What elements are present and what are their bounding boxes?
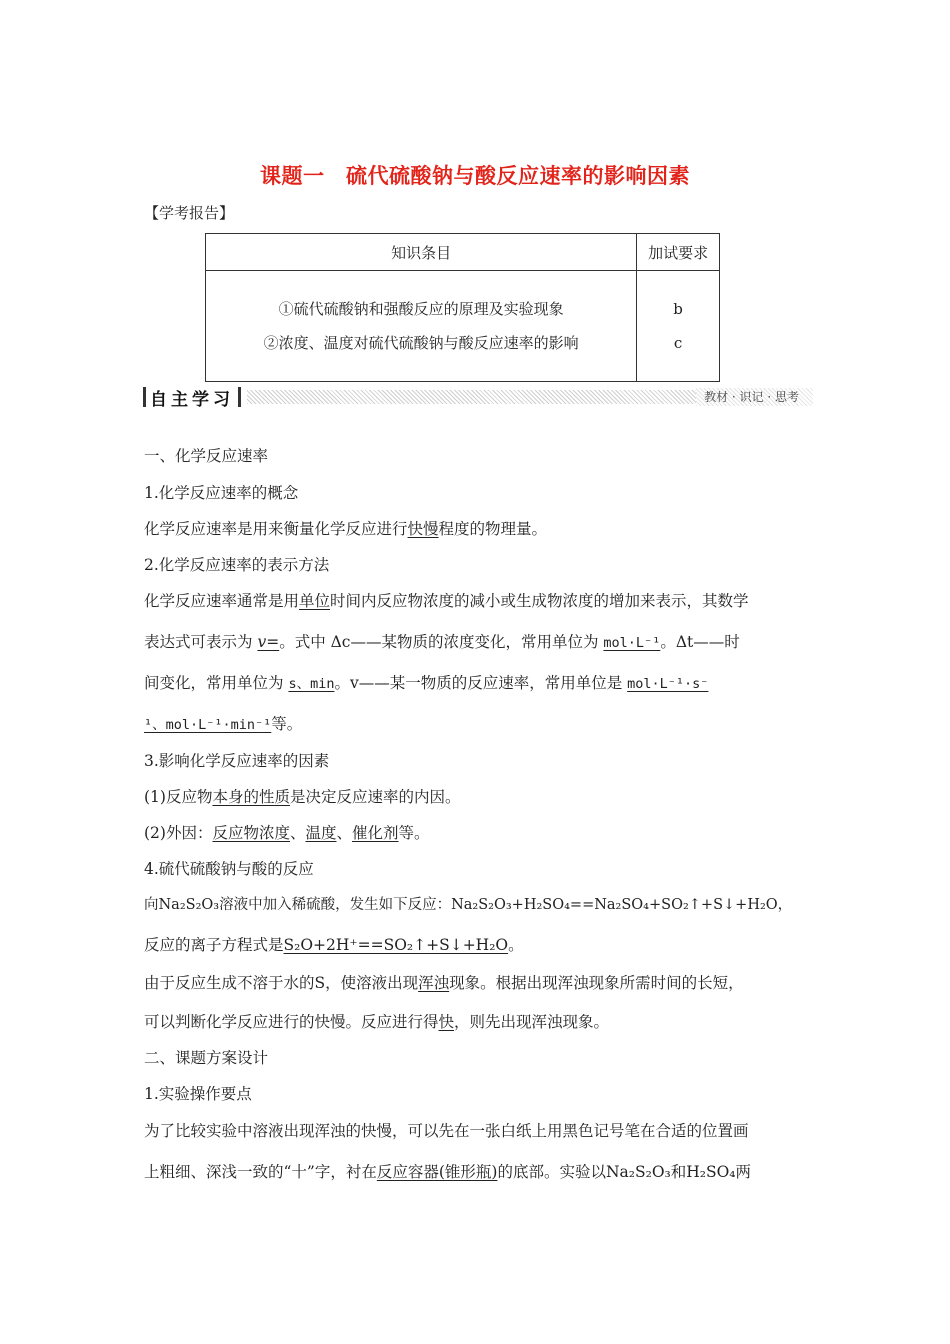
text-span: 等。 [271, 715, 303, 733]
blank-answer: 温度 [305, 824, 337, 842]
banner-bar-left [143, 387, 146, 407]
banner-title: 自主学习 [150, 389, 234, 410]
table-item-1: ①硫代硫酸钠和强酸反应的原理及实验现象 [278, 300, 564, 318]
blank-answer: s、min [288, 676, 335, 692]
blank-answer: 浑浊 [418, 974, 450, 992]
paragraph-reaction-equation: 向Na₂S₂O₃溶液中加入稀硫酸，发生如下反应：Na₂S₂O₃+H₂SO₄==Na₂SO₄+SO₂↑+S↓+H₂O， [144, 897, 793, 913]
blank-answer: 反应容器(锥形瓶) [376, 1163, 498, 1181]
table-cell-levels [637, 271, 720, 382]
text-span: (1)反应物 [144, 788, 213, 806]
subheading-1-3: 3.影响化学反应速率的因素 [144, 752, 330, 770]
subheading-1-4: 4.硫代硫酸钠与酸的反应 [144, 860, 314, 878]
banner-subtitle: 教材 · 识记 · 思考 [696, 388, 813, 406]
text-span: 、 [289, 824, 306, 842]
banner-bar-right [238, 387, 241, 407]
text-span: 时间内反应物浓度的减小或生成物浓度的增加来表示，其数学 [330, 592, 749, 610]
text-span: 现象。根据出现浑浊现象所需时间的长短， [449, 974, 744, 992]
paragraph-turbidity-2 [144, 1010, 810, 1032]
paragraph-rate-expression-4 [144, 712, 810, 734]
table-cell-items [206, 271, 637, 382]
blank-answer: 快 [438, 1013, 455, 1031]
section-heading-1: 一、化学反应速率 [144, 447, 269, 465]
paragraph-procedure-2 [144, 1160, 810, 1182]
blank-answer: 反应物浓度 [212, 824, 290, 842]
report-label: 【学考报告】 [144, 204, 235, 222]
blank-answer: v= [257, 633, 280, 651]
blank-answer: mol·L⁻¹·s⁻ [627, 676, 709, 692]
blank-answer: S₂O+2H⁺==SO₂↑+S↓+H₂O [283, 936, 509, 954]
text-span: ，则先出现浑浊现象。 [454, 1013, 610, 1031]
subheading-1-2: 2.化学反应速率的表示方法 [144, 556, 330, 574]
section-heading-2: 二、课题方案设计 [144, 1049, 269, 1067]
blank-answer: 单位 [299, 592, 331, 610]
text-span: 上粗细、深浅一致的“十”字，衬在 [144, 1163, 377, 1181]
blank-answer: mol·L⁻¹ [603, 635, 661, 651]
text-span: 。 [508, 936, 524, 954]
text-span: 反应的离子方程式是 [144, 936, 284, 954]
text-span: 化学反应速率是用来衡量化学反应进行 [144, 520, 408, 538]
subheading-1-1: 1.化学反应速率的概念 [144, 484, 299, 502]
section-banner [143, 385, 813, 409]
text-span: 、 [336, 824, 353, 842]
text-span [144, 589, 749, 611]
text-span: 。式中 Δc——某物质的浓度变化，常用单位为 [279, 633, 604, 651]
subheading-2-1: 1.实验操作要点 [144, 1085, 252, 1103]
table-header-item: 知识条目 [206, 234, 637, 271]
paragraph-rate-expression-1 [144, 589, 810, 611]
table-item-2: ②浓度、温度对硫代硫酸钠与酸反应速率的影响 [263, 334, 579, 352]
paragraph-ionic-equation [144, 933, 810, 955]
paragraph-turbidity-1 [144, 971, 810, 993]
requirements-table [205, 233, 720, 382]
paragraph-rate-concept [144, 517, 810, 539]
text-span: 由于反应生成不溶于水的S，使溶液出现 [144, 974, 419, 992]
blank-answer: ¹、mol·L⁻¹·min⁻¹ [144, 717, 272, 733]
table-header-row [206, 234, 720, 271]
table-level-1: b [673, 300, 683, 318]
text-span: 。v——某一物质的反应速率，常用单位是 [334, 674, 628, 692]
table-header-level: 加试要求 [637, 234, 720, 271]
text-span: 。Δt——时 [660, 633, 740, 651]
text-span: 程度的物理量。 [438, 520, 548, 538]
text-span: 化学反应速率通常是用 [144, 592, 300, 610]
text-span: 间变化，常用单位为 [144, 674, 289, 692]
blank-answer: 快慢 [407, 520, 439, 538]
banner-pattern [247, 390, 696, 404]
blank-answer: 本身的性质 [212, 788, 290, 806]
text-span: (2)外因： [144, 824, 213, 842]
paragraph-internal-factor [144, 785, 810, 807]
text-span: 可以判断化学反应进行的快慢。反应进行得 [144, 1013, 439, 1031]
table-level-2: c [673, 334, 683, 352]
text-span: 的底部。实验以Na₂S₂O₃和H₂SO₄两 [497, 1163, 752, 1181]
text-span: 等。 [398, 824, 430, 842]
paragraph-external-factors [144, 821, 810, 843]
paragraph-rate-expression-2 [144, 630, 810, 652]
page-title: 课题一 硫代硫酸钠与酸反应速率的影响因素 [260, 164, 690, 188]
paragraph-procedure-1: 为了比较实验中溶液出现浑浊的快慢，可以先在一张白纸上用黑色记号笔在合适的位置画 [144, 1122, 749, 1140]
paragraph-rate-expression-3 [144, 671, 810, 693]
table-row [206, 271, 720, 382]
text-span: 表达式可表示为 [144, 633, 258, 651]
blank-answer: 催化剂 [352, 824, 399, 842]
text-span: 是决定反应速率的内因。 [289, 788, 461, 806]
